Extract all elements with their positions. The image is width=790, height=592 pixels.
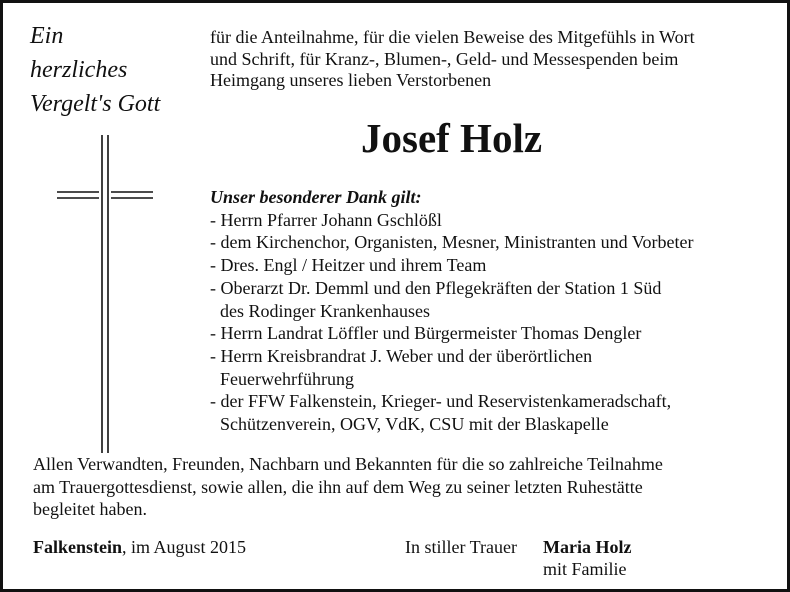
thanks-list-heading: Unser besonderer Dank gilt: [210,187,422,207]
closing-line: am Trauergottesdienst, sowie allen, die ihn auf dem Weg zu seiner letzten Ruhestätte [33,476,643,497]
thanks-heading-line: herzliches [30,57,128,83]
signer [543,536,631,580]
intro-line: Heimgang unseres lieben Verstorbenen [210,70,492,90]
thanks-list-item-continuation: des Rodinger Krankenhauses [220,300,430,321]
signer-family: mit Familie [543,559,627,579]
intro-line: und Schrift, für Kranz-, Blumen-, Geld- und Messespenden beim [210,48,679,69]
thanks-list-item-continuation: Feuerwehrführung [220,368,354,389]
place-date [33,536,246,558]
closing-line: Allen Verwandten, Freunden, Nachbarn und Bekannten für die so zahlreiche Teilnahme [33,454,663,474]
intro-text [210,27,695,92]
closing-text [33,453,663,521]
thanks-list-item: - Herrn Kreisbrandrat J. Weber und der überörtlichen [210,345,593,366]
closing-line: begleitet haben. [33,499,147,519]
thanks-heading [30,19,160,121]
thanks-list-item: - Dres. Engl / Heitzer und ihrem Team [210,255,487,276]
memorial-cross-icon [57,135,157,453]
thanks-list-item: - der FFW Falkenstein, Krieger- und Reservistenkameradschaft, [210,391,672,412]
thanks-heading-line: Ein [30,23,64,49]
thanks-heading-line: Vergelt's Gott [30,91,161,117]
thanks-list-item-continuation: Schützenverein, OGV, VdK, CSU mit der Blaskapelle [220,414,609,435]
place: Falkenstein [33,537,123,557]
signer-name: Maria Holz [543,537,632,557]
thanks-list-item: - Herrn Pfarrer Johann Gschlößl [210,209,442,230]
mourning-label: In stiller Trauer [405,537,517,557]
thanks-list [210,186,693,436]
deceased-name: Josef Holz [361,115,543,161]
thanks-list-item: - Oberarzt Dr. Demml und den Pflegekräften der Station 1 Süd [210,277,662,298]
intro-line: für die Anteilnahme, für die vielen Beweise des Mitgefühls in Wort [210,27,695,47]
date: , im August 2015 [122,537,247,557]
thanks-list-item: - dem Kirchenchor, Organisten, Mesner, Ministranten und Vorbeter [210,232,694,253]
thanks-list-item: - Herrn Landrat Löffler und Bürgermeister Thomas Dengler [210,323,642,344]
